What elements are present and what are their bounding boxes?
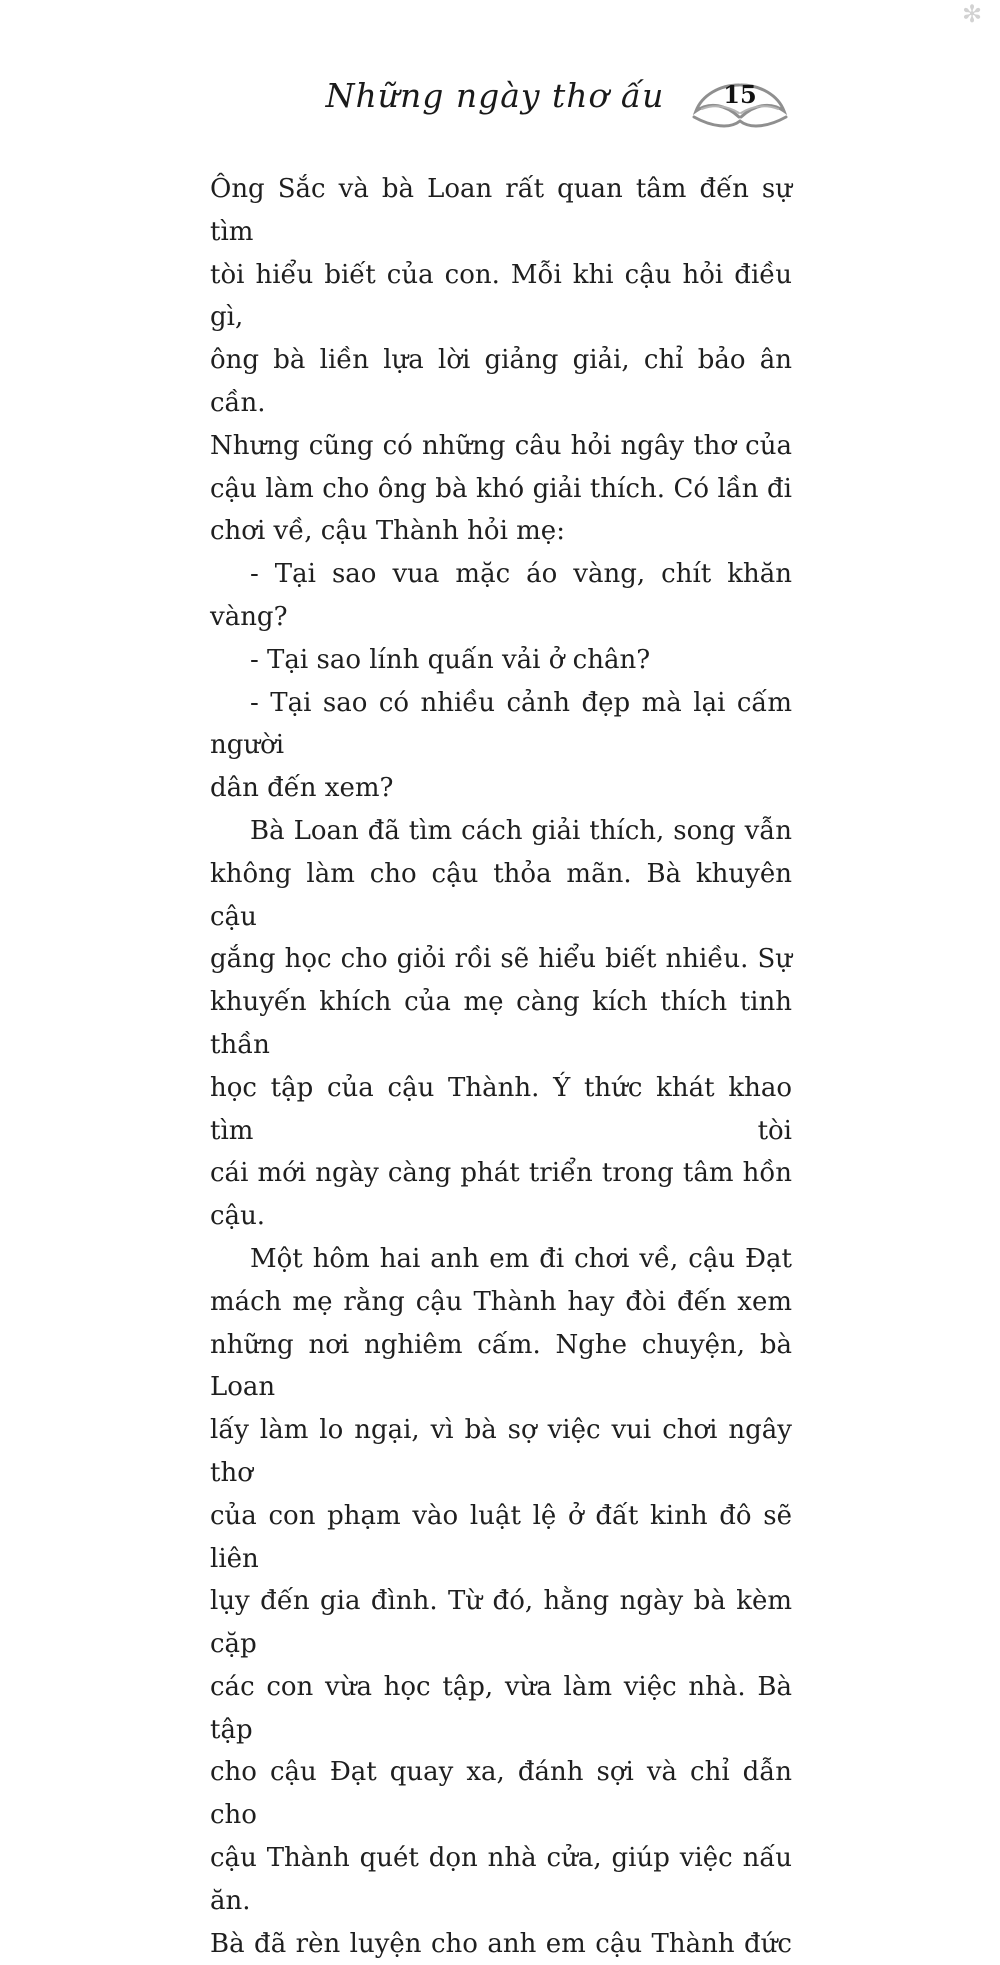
text-line: gắng học cho giỏi rồi sẽ hiểu biết nhiều. Sự — [210, 944, 792, 975]
text-line: cái mới ngày càng phát triển trong tâm hồn cậu. — [210, 1158, 792, 1232]
text-line: - Tại sao vua mặc áo vàng, chít khăn vàng? — [210, 559, 792, 632]
text-line: cho cậu Đạt quay xa, đánh sợi và chỉ dẫn cho — [210, 1757, 792, 1831]
flower-ornament-icon: ✻ — [962, 0, 983, 28]
text-line: các con vừa học tập, vừa làm việc nhà. Bà tập — [210, 1671, 792, 1745]
text-line: Bà Loan đã tìm cách giải thích, song vẫn — [250, 815, 792, 846]
text-line: Ông Sắc và bà Loan rất quan tâm đến sự tìm — [210, 174, 792, 247]
text-line: mách mẹ rằng cậu Thành hay đòi đến xem — [210, 1286, 792, 1317]
text-line: Bà đã rèn luyện cho anh em cậu Thành đức — [210, 1928, 792, 1959]
body-text — [210, 168, 792, 1965]
page-number: 15 — [723, 80, 757, 109]
text-line: - Tại sao có nhiều cảnh đẹp mà lại cấm người — [210, 687, 792, 761]
text-line: những nơi nghiêm cấm. Nghe chuyện, bà Loan — [210, 1329, 792, 1403]
text-line: không làm cho cậu thỏa mãn. Bà khuyên cậu — [210, 858, 792, 932]
book-icon — [690, 72, 790, 136]
text-line: - Tại sao lính quấn vải ở chân? — [250, 644, 651, 675]
text-line: học tập của cậu Thành. Ý thức khát khao tìm tòi — [210, 1072, 792, 1146]
text-line: cậu Thành quét dọn nhà cửa, giúp việc nấu ăn. — [210, 1843, 792, 1916]
text-line: khuyến khích của mẹ càng kích thích tinh thần — [210, 987, 792, 1060]
text-line: cậu làm cho ông bà khó giải thích. Có lần đi — [210, 473, 792, 504]
open-book-icon — [690, 72, 790, 136]
text-line: lụy đến gia đình. Từ đó, hằng ngày bà kèm cặp — [210, 1586, 792, 1660]
text-line: Một hôm hai anh em đi chơi về, cậu Đạt — [250, 1243, 792, 1274]
text-line: lấy làm lo ngại, vì bà sợ việc vui chơi ngây thơ — [210, 1415, 792, 1488]
text-line: chơi về, cậu Thành hỏi mẹ: — [210, 516, 565, 547]
text-line: tòi hiểu biết của con. Mỗi khi cậu hỏi điều gì, — [210, 259, 792, 333]
text-line: dân đến xem? — [210, 773, 394, 804]
text-line: Nhưng cũng có những câu hỏi ngây thơ của — [210, 430, 792, 461]
text-line: của con phạm vào luật lệ ở đất kinh đô sẽ liên — [210, 1500, 792, 1574]
running-title: Những ngày thơ ấu — [325, 76, 665, 115]
text-line: ông bà liền lựa lời giảng giải, chỉ bảo ân cần. — [210, 345, 792, 418]
